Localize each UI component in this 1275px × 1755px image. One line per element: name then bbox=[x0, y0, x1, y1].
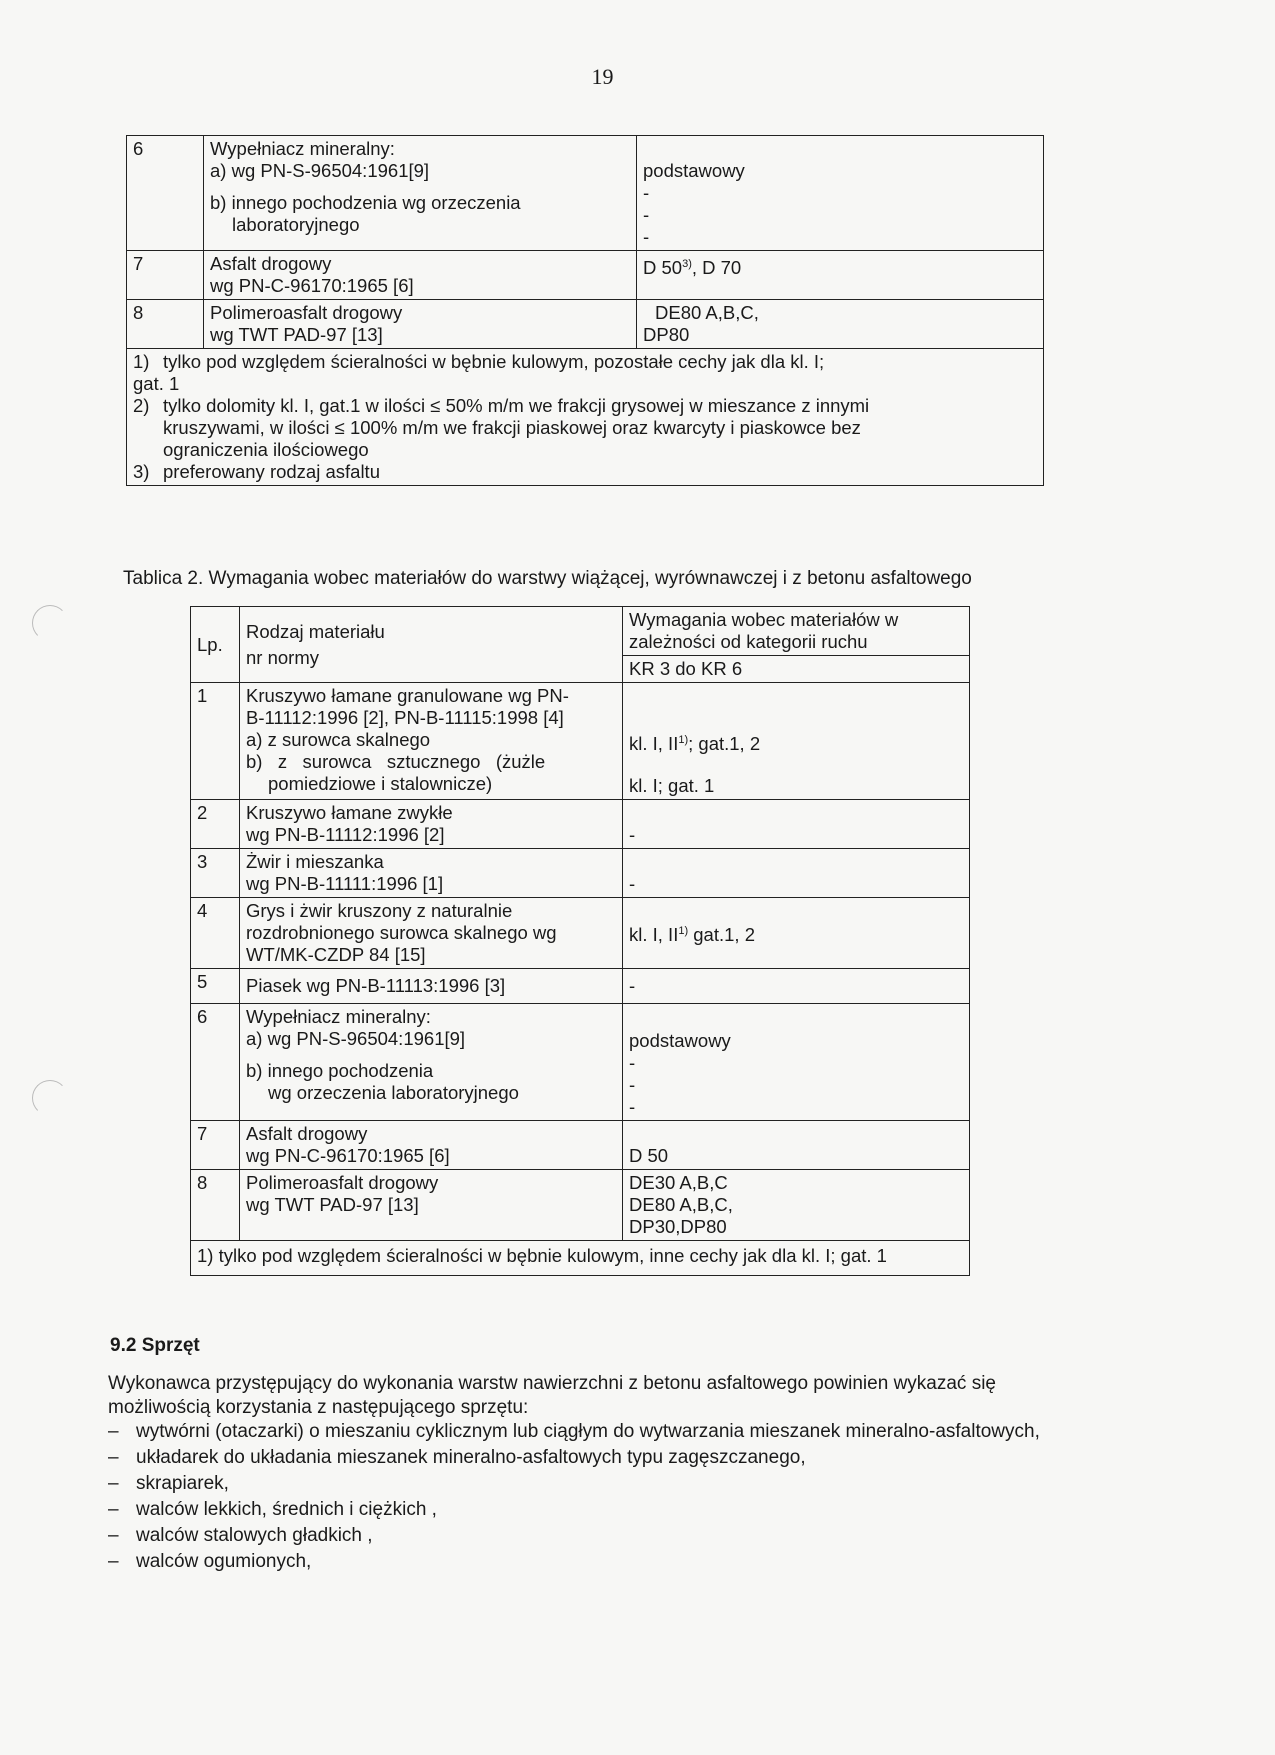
requirement-cell: - bbox=[623, 849, 970, 898]
page-number: 19 bbox=[591, 64, 614, 89]
lp-cell: 8 bbox=[127, 300, 204, 349]
material-cell: Piasek wg PN-B-11113:1996 [3] bbox=[240, 969, 623, 1004]
punch-hole-mark bbox=[32, 605, 68, 641]
table-header-row bbox=[191, 607, 970, 656]
lp-header: Lp. bbox=[191, 607, 240, 683]
footnote: 1) tylko pod względem ścieralności w bębnie kulowym, pozostałe cechy jak dla kl. I; bbox=[133, 351, 825, 372]
requirement-cell: - bbox=[623, 800, 970, 849]
table-row bbox=[191, 1121, 970, 1170]
list-item: – walców ogumionych, bbox=[108, 1551, 312, 1572]
category-header: KR 3 do KR 6 bbox=[623, 656, 970, 683]
requirements-header: Wymagania wobec materiałów w zależności od kategorii ruchu bbox=[623, 607, 970, 656]
notes-cell bbox=[127, 349, 1044, 486]
footnote-continuation: gat. 1 bbox=[133, 373, 180, 394]
requirement-cell: podstawowy - - - bbox=[623, 1004, 970, 1121]
footnote: 2) tylko dolomity kl. I, gat.1 w ilości ≤ 50% m/m we frakcji grysowej w mieszance z innymi kruszywami, w ilości ≤ 100% m/m we frakcji piaskowej oraz kwarcyty i piaskowce bez ograniczenia ilościowego bbox=[133, 395, 870, 460]
table-row bbox=[191, 683, 970, 800]
lp-cell: 3 bbox=[191, 849, 240, 898]
material-cell: Asfalt drogowy wg PN-C-96170:1965 [6] bbox=[240, 1121, 623, 1170]
material-cell: Wypełniacz mineralny: a) wg PN-S-96504:1961[9] b) innego pochodzenia wg orzeczenia laboratoryjnego bbox=[240, 1004, 623, 1121]
equipment-list bbox=[108, 1420, 1058, 1576]
table-1-continuation bbox=[126, 135, 1044, 486]
table-row bbox=[191, 969, 970, 1004]
material-cell: Kruszywo łamane zwykłe wg PN-B-11112:1996 [2] bbox=[240, 800, 623, 849]
lp-cell: 7 bbox=[191, 1121, 240, 1170]
material-cell: Żwir i mieszanka wg PN-B-11111:1996 [1] bbox=[240, 849, 623, 898]
list-item: – skrapiarek, bbox=[108, 1473, 229, 1494]
requirement-cell: D 50 bbox=[623, 1121, 970, 1170]
requirement-cell: kl. I, II$^{1)}$ gat.1, 2 bbox=[623, 898, 970, 969]
material-cell: Kruszywo łamane granulowane wg PN- B-11112:1996 [2], PN-B-11115:1998 [4] a) z surowca skalnego b) z surowca sztucznego (żużle pomiedziowe i stalownicze) bbox=[240, 683, 623, 800]
section-intro: Wykonawca przystępujący do wykonania warstw nawierzchni z betonu asfaltowego powinien wykazać się możliwością korzystania z następującego sprzętu: bbox=[108, 1373, 996, 1418]
material-header: Rodzaj materiału nr normy bbox=[240, 607, 623, 683]
lp-cell: 1 bbox=[191, 683, 240, 800]
lp-cell: 6 bbox=[127, 136, 204, 251]
footnote: 3) preferowany rodzaj asfaltu bbox=[133, 461, 380, 482]
material-cell: Asfalt drogowy wg PN-C-96170:1965 [6] bbox=[204, 251, 637, 300]
list-item: – układarek do układania mieszanek mineralno-asfaltowych typu zagęszczanego, bbox=[108, 1447, 806, 1468]
table-2 bbox=[190, 606, 970, 1276]
requirement-cell: D 50$^{3)}$, D 70 bbox=[637, 251, 1044, 300]
lp-cell: 4 bbox=[191, 898, 240, 969]
list-item: – walców stalowych gładkich , bbox=[108, 1525, 373, 1546]
table-row bbox=[127, 251, 1044, 300]
table-row bbox=[127, 300, 1044, 349]
lp-cell: 8 bbox=[191, 1170, 240, 1241]
lp-cell: 5 bbox=[191, 969, 240, 1004]
requirement-cell: - bbox=[623, 969, 970, 1004]
lp-cell: 6 bbox=[191, 1004, 240, 1121]
requirement-cell: kl. I, II$^{1)}$; gat.1, 2 kl. I; gat. 1 bbox=[623, 683, 970, 800]
lp-cell: 2 bbox=[191, 800, 240, 849]
list-item: – walców lekkich, średnich i ciężkich , bbox=[108, 1499, 437, 1520]
notes-row bbox=[191, 1241, 970, 1276]
table-row bbox=[191, 800, 970, 849]
lp-cell: 7 bbox=[127, 251, 204, 300]
material-cell: Wypełniacz mineralny: a) wg PN-S-96504:1961[9] b) innego pochodzenia wg orzeczenia laboratoryjnego bbox=[204, 136, 637, 251]
section-heading: 9.2 Sprzęt bbox=[110, 1335, 200, 1356]
table-row bbox=[191, 1004, 970, 1121]
notes-cell: 1) tylko pod względem ścieralności w bębnie kulowym, inne cechy jak dla kl. I; gat. 1 bbox=[191, 1241, 970, 1276]
notes-row bbox=[127, 349, 1044, 486]
punch-hole-mark bbox=[32, 1080, 68, 1116]
requirement-cell: DE30 A,B,C DE80 A,B,C, DP30,DP80 bbox=[623, 1170, 970, 1241]
table-2-caption: Tablica 2. Wymagania wobec materiałów do warstwy wiążącej, wyrównawczej i z betonu asfaltowego bbox=[123, 568, 972, 589]
table-row bbox=[127, 136, 1044, 251]
list-item: – wytwórni (otaczarki) o mieszaniu cyklicznym lub ciągłym do wytwarzania mieszanek mineralno-asfaltowych, bbox=[108, 1421, 1040, 1442]
material-cell: Polimeroasfalt drogowy wg TWT PAD-97 [13] bbox=[240, 1170, 623, 1241]
table-row bbox=[191, 898, 970, 969]
material-cell: Grys i żwir kruszony z naturalnie rozdrobnionego surowca skalnego wg WT/MK-CZDP 84 [15] bbox=[240, 898, 623, 969]
material-cell: Polimeroasfalt drogowy wg TWT PAD-97 [13] bbox=[204, 300, 637, 349]
table-row bbox=[191, 849, 970, 898]
requirement-cell: DE80 A,B,C, DP80 bbox=[637, 300, 1044, 349]
table-row bbox=[191, 1170, 970, 1241]
requirement-cell: podstawowy - - - bbox=[637, 136, 1044, 251]
